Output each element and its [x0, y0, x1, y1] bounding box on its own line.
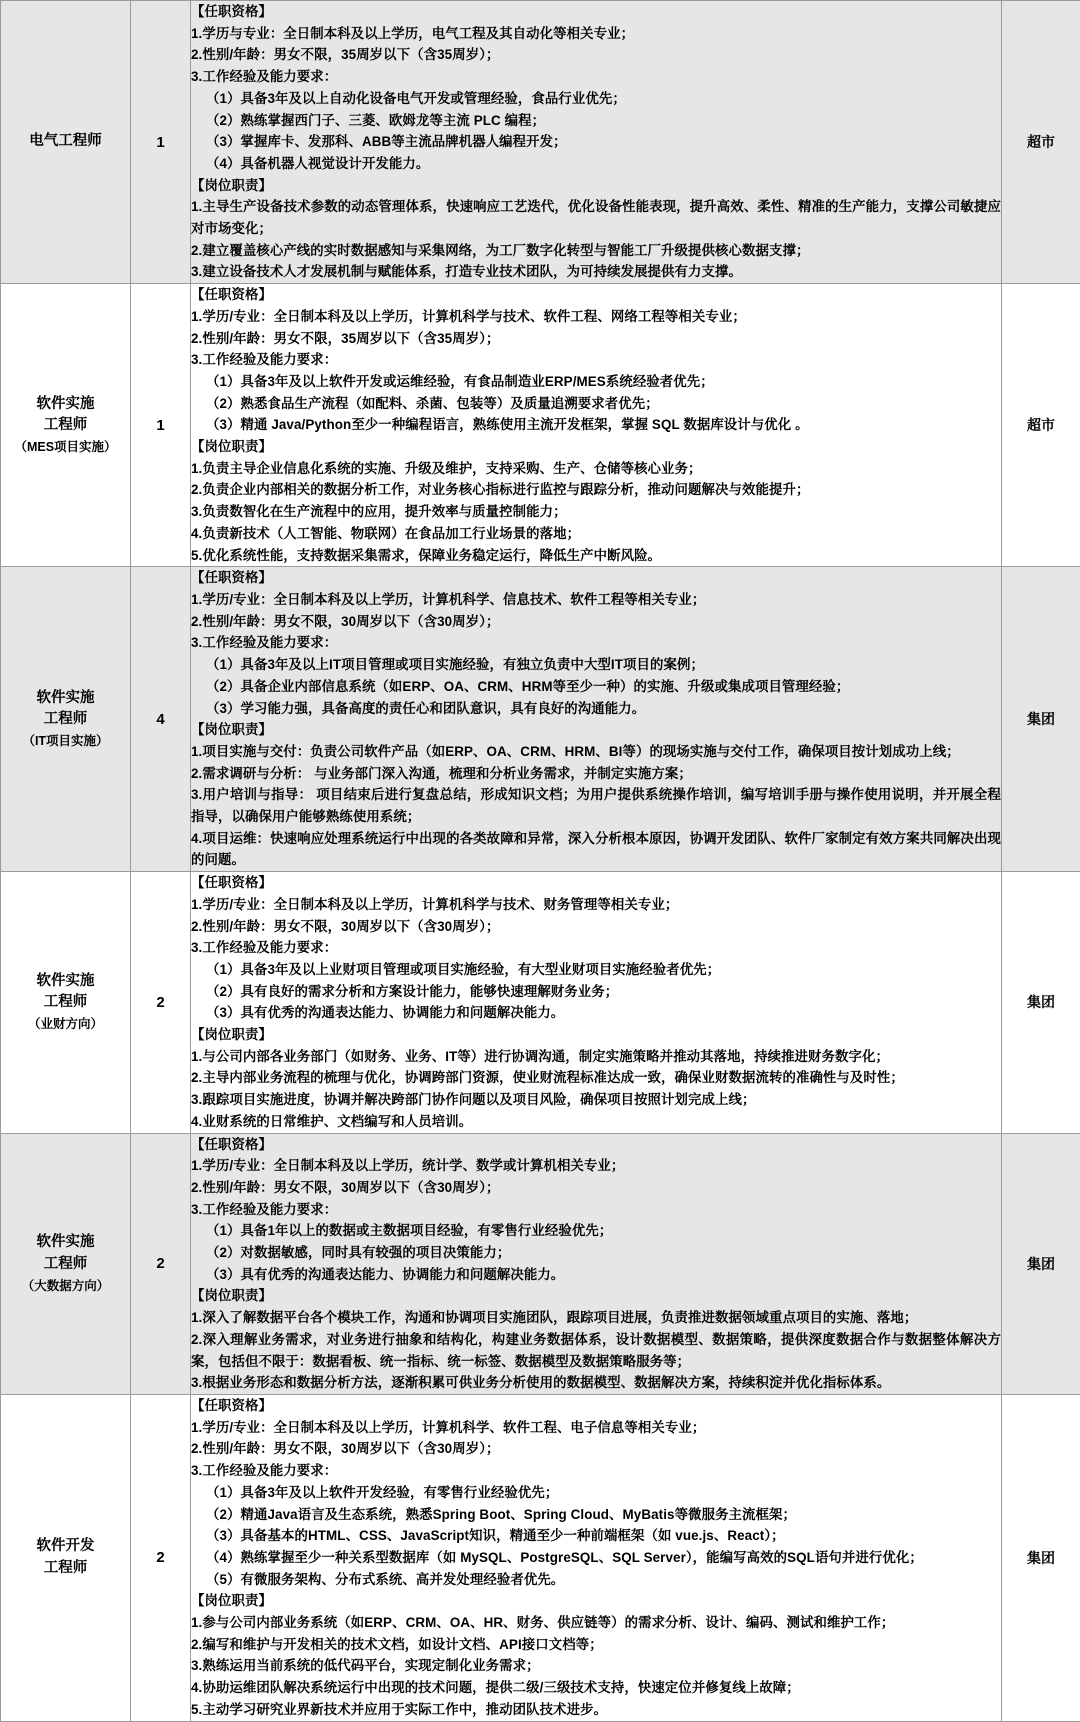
qualification-subline: （3）精通 Java/Python至少一种编程语言，熟练使用主流开发框架，掌握 SQL 数据库设计与优化 。 [191, 414, 1001, 436]
duty-line: 3.熟练运用当前系统的低代码平台，实现定制化业务需求； [191, 1655, 1001, 1677]
qualification-line: 2.性别/年龄：男女不限，30周岁以下（含30周岁）； [191, 1438, 1001, 1460]
table-row [1, 284, 1080, 567]
department-cell: 超市 [1002, 284, 1080, 567]
qualification-line: 2.性别/年龄：男女不限，35周岁以下（含35周岁）； [191, 328, 1001, 350]
duty-line: 1.与公司内部各业务部门（如财务、业务、IT等）进行协调沟通，制定实施策略并推动其落地，持续推进财务数字化； [191, 1046, 1001, 1068]
qualification-subline: （3）具备基本的HTML、CSS、JavaScript知识，精通至少一种前端框架（如 vue.js、React）； [191, 1525, 1001, 1547]
duty-line: 1.项目实施与交付：负责公司软件产品（如ERP、OA、CRM、HRM、BI等）的现场实施与交付工作，确保项目按计划成功上线； [191, 741, 1001, 763]
department-cell: 超市 [1002, 1, 1080, 284]
qualification-subline: （3）掌握库卡、发那科、ABB等主流品牌机器人编程开发； [191, 131, 1001, 153]
qualification-subline: （1）具备3年及以上软件开发经验，有零售行业经验优先； [191, 1482, 1001, 1504]
duty-line: 2.需求调研与分析： 与业务部门深入沟通，梳理和分析业务需求，并制定实施方案； [191, 763, 1001, 785]
qualification-subline: （3）学习能力强，具备高度的责任心和团队意识，具有良好的沟通能力。 [191, 698, 1001, 720]
duty-heading: 【岗位职责】 [191, 436, 1001, 458]
qualification-line: 2.性别/年龄：男女不限，30周岁以下（含30周岁）； [191, 1177, 1001, 1199]
qualification-heading: 【任职资格】 [191, 1395, 1001, 1417]
qualification-line: 1.学历/专业：全日制本科及以上学历，计算机科学、信息技术、软件工程等相关专业； [191, 589, 1001, 611]
qualification-subline: （2）具有良好的需求分析和方案设计能力，能够快速理解财务业务； [191, 981, 1001, 1003]
qualification-line: 2.性别/年龄：男女不限，35周岁以下（含35周岁）； [191, 44, 1001, 66]
qualification-subline: （4）熟练掌握至少一种关系型数据库（如 MySQL、PostgreSQL、SQL Server），能编写高效的SQL语句并进行优化； [191, 1547, 1001, 1569]
duty-line: 3.建立设备技术人才发展机制与赋能体系，打造专业技术团队，为可持续发展提供有力支撑。 [191, 261, 1001, 283]
duty-line: 5.主动学习研究业界新技术并应用于实际工作中，推动团队技术进步。 [191, 1699, 1001, 1721]
job-title-subtitle: （业财方向） [1, 1015, 130, 1034]
duty-line: 2.负责企业内部相关的数据分析工作，对业务核心指标进行监控与跟踪分析，推动问题解决与效能提升； [191, 479, 1001, 501]
qualification-subline: （3）具有优秀的沟通表达能力、协调能力和问题解决能力。 [191, 1002, 1001, 1024]
headcount-cell: 2 [131, 872, 191, 1133]
duty-heading: 【岗位职责】 [191, 719, 1001, 741]
duty-line: 2.编写和维护与开发相关的技术文档，如设计文档、API接口文档等； [191, 1634, 1001, 1656]
job-title-cell [1, 1395, 131, 1722]
job-title-line: 工程师 [1, 709, 130, 731]
job-title-cell [1, 1133, 131, 1394]
job-title-line: 工程师 [1, 415, 130, 437]
table-row [1, 872, 1080, 1133]
duty-line: 2.主导内部业务流程的梳理与优化，协调跨部门资源，使业财流程标准达成一致，确保业财数据流转的准确性与及时性； [191, 1067, 1001, 1089]
department-cell: 集团 [1002, 567, 1080, 872]
job-postings-body [1, 1, 1080, 1722]
headcount-cell: 1 [131, 284, 191, 567]
job-title-line: 软件开发 [1, 1536, 130, 1558]
duty-line: 4.负责新技术（人工智能、物联网）在食品加工行业场景的落地； [191, 523, 1001, 545]
job-title-line: 电气工程师 [1, 131, 130, 153]
duty-line: 3.根据业务形态和数据分析方法，逐渐积累可供业务分析使用的数据模型、数据解决方案，持续积淀并优化指标体系。 [191, 1372, 1001, 1394]
qualification-heading: 【任职资格】 [191, 567, 1001, 589]
job-title-line: 软件实施 [1, 394, 130, 416]
job-detail-cell [191, 1, 1002, 284]
job-title-cell [1, 284, 131, 567]
duty-line: 1.主导生产设备技术参数的动态管理体系，快速响应工艺迭代，优化设备性能表现，提升高效、柔性、精准的生产能力，支撑公司敏捷应对市场变化； [191, 196, 1001, 239]
qualification-line: 3.工作经验及能力要求： [191, 632, 1001, 654]
duty-line: 3.负责数智化在生产流程中的应用，提升效率与质量控制能力； [191, 501, 1001, 523]
duty-line: 1.负责主导企业信息化系统的实施、升级及维护，支持采购、生产、仓储等核心业务； [191, 458, 1001, 480]
headcount-cell: 2 [131, 1133, 191, 1394]
qualification-line: 1.学历/专业：全日制本科及以上学历，计算机科学、软件工程、电子信息等相关专业； [191, 1417, 1001, 1439]
department-cell: 集团 [1002, 1133, 1080, 1394]
qualification-subline: （1）具备3年及以上自动化设备电气开发或管理经验，食品行业优先； [191, 88, 1001, 110]
duty-line: 3.跟踪项目实施进度，协调并解决跨部门协作问题以及项目风险，确保项目按照计划完成上线； [191, 1089, 1001, 1111]
duty-line: 1.参与公司内部业务系统（如ERP、CRM、OA、HR、财务、供应链等）的需求分析、设计、编码、测试和维护工作； [191, 1612, 1001, 1634]
qualification-subline: （1）具备3年及以上软件开发或运维经验，有食品制造业ERP/MES系统经验者优先； [191, 371, 1001, 393]
job-detail-cell [191, 1133, 1002, 1394]
qualification-line: 3.工作经验及能力要求： [191, 1199, 1001, 1221]
qualification-subline: （2）熟悉食品生产流程（如配料、杀菌、包装等）及质量追溯要求者优先； [191, 393, 1001, 415]
duty-heading: 【岗位职责】 [191, 1024, 1001, 1046]
job-title-cell [1, 872, 131, 1133]
job-detail-cell [191, 567, 1002, 872]
qualification-line: 1.学历/专业：全日制本科及以上学历，统计学、数学或计算机相关专业； [191, 1155, 1001, 1177]
qualification-subline: （2）熟练掌握西门子、三菱、欧姆龙等主流 PLC 编程； [191, 110, 1001, 132]
table-row [1, 1395, 1080, 1722]
qualification-subline: （3）具有优秀的沟通表达能力、协调能力和问题解决能力。 [191, 1264, 1001, 1286]
job-title-line: 工程师 [1, 1558, 130, 1580]
duty-heading: 【岗位职责】 [191, 175, 1001, 197]
qualification-subline: （5）有微服务架构、分布式系统、高并发处理经验者优先。 [191, 1569, 1001, 1591]
qualification-line: 3.工作经验及能力要求： [191, 1460, 1001, 1482]
table-row [1, 567, 1080, 872]
qualification-subline: （4）具备机器人视觉设计开发能力。 [191, 153, 1001, 175]
job-title-line: 工程师 [1, 992, 130, 1014]
qualification-subline: （2）对数据敏感，同时具有较强的项目决策能力； [191, 1242, 1001, 1264]
job-title-line: 软件实施 [1, 688, 130, 710]
duty-heading: 【岗位职责】 [191, 1590, 1001, 1612]
qualification-line: 2.性别/年龄：男女不限，30周岁以下（含30周岁）； [191, 611, 1001, 633]
department-cell: 集团 [1002, 872, 1080, 1133]
qualification-line: 3.工作经验及能力要求： [191, 66, 1001, 88]
qualification-subline: （1）具备3年及以上IT项目管理或项目实施经验，有独立负责中大型IT项目的案例； [191, 654, 1001, 676]
job-title-subtitle: （MES项目实施） [1, 438, 130, 457]
qualification-subline: （1）具备1年以上的数据或主数据项目经验，有零售行业经验优先； [191, 1220, 1001, 1242]
qualification-line: 3.工作经验及能力要求： [191, 937, 1001, 959]
job-detail-cell [191, 284, 1002, 567]
duty-line: 2.深入理解业务需求，对业务进行抽象和结构化，构建业务数据体系，设计数据模型、数据策略，提供深度数据合作与数据整体解决方案，包括但不限于：数据看板、统一指标、统一标签、数据模型及数据策略服务等； [191, 1329, 1001, 1372]
duty-line: 4.业财系统的日常维护、文档编写和人员培训。 [191, 1111, 1001, 1133]
qualification-line: 1.学历/专业：全日制本科及以上学历，计算机科学与技术、软件工程、网络工程等相关专业； [191, 306, 1001, 328]
qualification-line: 2.性别/年龄：男女不限，30周岁以下（含30周岁）； [191, 916, 1001, 938]
duty-line: 4.项目运维：快速响应处理系统运行中出现的各类故障和异常，深入分析根本原因，协调开发团队、软件厂家制定有效方案共同解决出现的问题。 [191, 828, 1001, 871]
job-detail-cell [191, 1395, 1002, 1722]
table-row [1, 1133, 1080, 1394]
headcount-cell: 1 [131, 1, 191, 284]
qualification-line: 3.工作经验及能力要求： [191, 349, 1001, 371]
duty-line: 3.用户培训与指导： 项目结束后进行复盘总结，形成知识文档；为用户提供系统操作培训，编写培训手册与操作使用说明，并开展全程指导，以确保用户能够熟练使用系统； [191, 784, 1001, 827]
table-row [1, 1, 1080, 284]
job-title-cell [1, 1, 131, 284]
duty-line: 5.优化系统性能，支持数据采集需求，保障业务稳定运行，降低生产中断风险。 [191, 545, 1001, 567]
job-title-line: 工程师 [1, 1254, 130, 1276]
qualification-line: 1.学历与专业：全日制本科及以上学历，电气工程及其自动化等相关专业； [191, 23, 1001, 45]
qualification-subline: （1）具备3年及以上业财项目管理或项目实施经验，有大型业财项目实施经验者优先； [191, 959, 1001, 981]
qualification-subline: （2）精通Java语言及生态系统，熟悉Spring Boot、Spring Cloud、MyBatis等微服务主流框架； [191, 1504, 1001, 1526]
qualification-heading: 【任职资格】 [191, 1134, 1001, 1156]
qualification-subline: （2）具备企业内部信息系统（如ERP、OA、CRM、HRM等至少一种）的实施、升级或集成项目管理经验； [191, 676, 1001, 698]
qualification-line: 1.学历/专业：全日制本科及以上学历，计算机科学与技术、财务管理等相关专业； [191, 894, 1001, 916]
job-detail-cell [191, 872, 1002, 1133]
headcount-cell: 2 [131, 1395, 191, 1722]
duty-line: 4.协助运维团队解决系统运行中出现的技术问题，提供二级/三级技术支持，快速定位并修复线上故障； [191, 1677, 1001, 1699]
duty-line: 2.建立覆盖核心产线的实时数据感知与采集网络，为工厂数字化转型与智能工厂升级提供核心数据支撑； [191, 240, 1001, 262]
job-title-cell [1, 567, 131, 872]
job-title-line: 软件实施 [1, 971, 130, 993]
job-title-line: 软件实施 [1, 1232, 130, 1254]
qualification-heading: 【任职资格】 [191, 284, 1001, 306]
qualification-heading: 【任职资格】 [191, 872, 1001, 894]
department-cell: 集团 [1002, 1395, 1080, 1722]
job-title-subtitle: （IT项目实施） [1, 732, 130, 751]
qualification-heading: 【任职资格】 [191, 1, 1001, 23]
job-title-subtitle: （大数据方向） [1, 1277, 130, 1296]
duty-heading: 【岗位职责】 [191, 1285, 1001, 1307]
duty-line: 1.深入了解数据平台各个模块工作，沟通和协调项目实施团队，跟踪项目进展，负责推进数据领域重点项目的实施、落地； [191, 1307, 1001, 1329]
headcount-cell: 4 [131, 567, 191, 872]
